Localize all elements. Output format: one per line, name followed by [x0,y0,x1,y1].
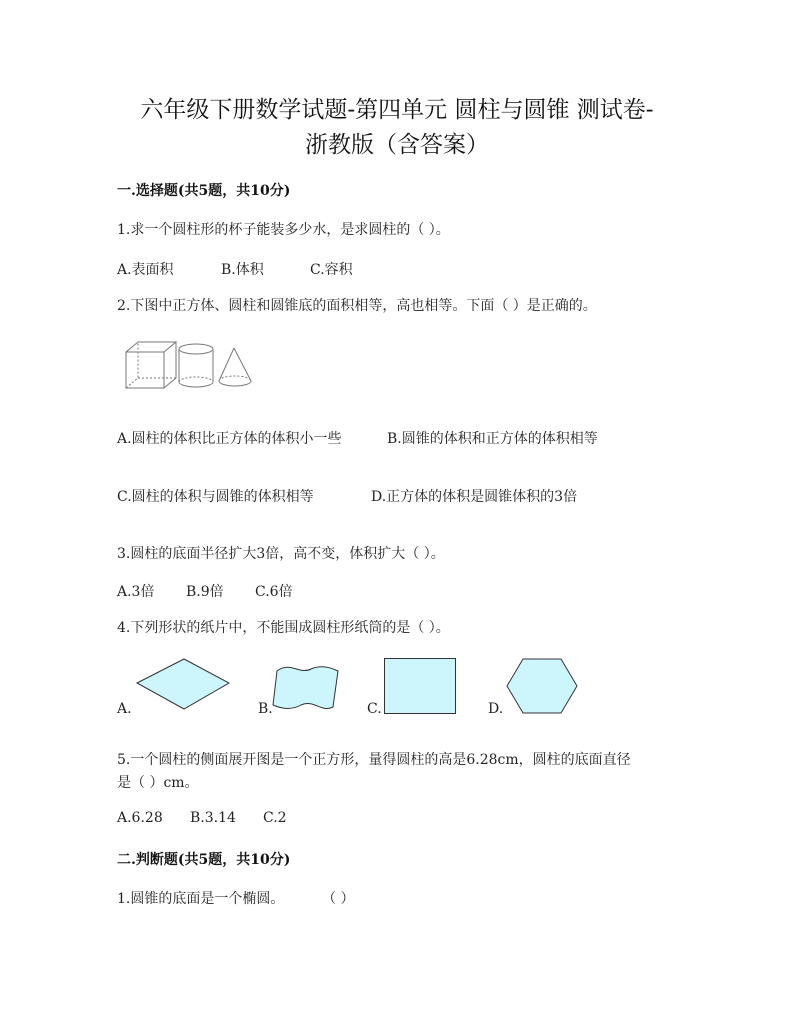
q2-option-c: C.圆柱的体积与圆锥的体积相等 [117,489,314,505]
title-line-1: 六年级下册数学试题-第四单元 圆柱与圆锥 测试卷- [140,97,654,123]
question-1-4: 4.下列形状的纸片中，不能围成圆柱形纸筒的是（ ）。 [117,620,450,636]
q5-option-a: A.6.28 [117,810,163,826]
judge-question-1: 1.圆锥的底面是一个椭圆。 [117,891,285,907]
q4-option-d: D. [488,701,504,717]
q4-option-a: A. [117,701,132,717]
hexagon-shape [506,658,578,714]
cube-figure [126,342,176,388]
question-1-5-line-1: 5.一个圆柱的侧面展开图是一个正方形，量得圆柱的高是6.28cm，圆柱的底面直径 [117,752,631,768]
q1-option-c: C.容积 [310,262,353,278]
q3-option-c: C.6倍 [255,584,293,600]
q4-option-b: B. [258,701,273,717]
q2-option-b: B.圆锥的体积和正方体的体积相等 [387,431,598,447]
question-1-5-line-2: 是（ ）cm。 [117,775,199,791]
section-1-heading: 一.选择题(共5题，共10分) [117,183,291,199]
q3-option-a: A.3倍 [117,584,155,600]
q2-option-d: D.正方体的体积是圆锥体积的3倍 [371,489,578,505]
q1-option-b: B.体积 [221,262,264,278]
q4-option-c: C. [367,701,382,717]
question-1-2: 2.下图中正方体、圆柱和圆锥底的面积相等，高也相等。下面（ ）是正确的。 [117,298,597,314]
rectangle-shape [384,658,456,714]
section-2-heading: 二.判断题(共5题，共10分) [117,852,291,868]
judge-answer-blank: （ ） [322,891,355,907]
q3-option-b: B.9倍 [186,584,224,600]
title-line-2: 浙教版（含答案） [305,132,489,158]
question-1-3: 3.圆柱的底面半径扩大3倍，高不变，体积扩大（ ）。 [117,546,445,562]
cylinder-figure [179,344,213,387]
cone-figure [219,348,251,386]
wavy-parallelogram-shape [272,665,340,713]
q2-option-a: A.圆柱的体积比正方体的体积小一些 [117,431,342,447]
question-1-1: 1.求一个圆柱形的杯子能装多少水，是求圆柱的（ ）。 [117,222,450,238]
rhombus-shape [136,658,230,710]
solids-figure [118,336,268,392]
q1-option-a: A.表面积 [117,262,174,278]
q5-option-b: B.3.14 [190,810,236,826]
q5-option-c: C.2 [263,810,287,826]
